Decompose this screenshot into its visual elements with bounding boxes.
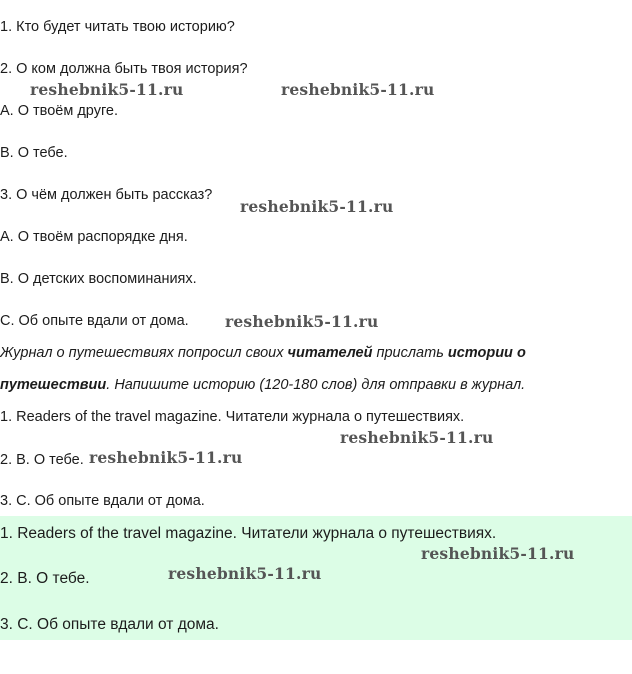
watermark: reshebnik5-11.ru bbox=[225, 312, 379, 331]
highlighted-answer-2: 2. B. О тебе. bbox=[0, 570, 90, 587]
question-2-option-a: A. О твоём друге. bbox=[0, 103, 119, 119]
answer-3: 3. C. Об опыте вдали от дома. bbox=[0, 493, 205, 509]
task-bold-stories: истории о bbox=[447, 345, 526, 361]
watermark: reshebnik5-11.ru bbox=[281, 80, 435, 99]
highlighted-answer-3: 3. C. Об опыте вдали от дома. bbox=[0, 616, 219, 633]
task-bold-readers: читателей bbox=[287, 345, 373, 361]
task-bold-travel: путешествии bbox=[0, 377, 107, 393]
answer-1: 1. Readers of the travel magazine. Читатели журнала о путешествиях. bbox=[0, 409, 465, 425]
question-3-option-c: C. Об опыте вдали от дома. bbox=[0, 313, 189, 329]
watermark: reshebnik5-11.ru bbox=[30, 80, 184, 99]
highlighted-answer-1: 1. Readers of the travel magazine. Читатели журнала о путешествиях. bbox=[0, 525, 497, 542]
task-text: Журнал о путешествиях попросил своих bbox=[0, 345, 288, 361]
task-text-line-2 bbox=[0, 376, 525, 394]
question-3-option-b: B. О детских воспоминаниях. bbox=[0, 271, 197, 287]
watermark: reshebnik5-11.ru bbox=[421, 544, 575, 563]
question-1: 1. Кто будет читать твою историю? bbox=[0, 19, 235, 35]
watermark: reshebnik5-11.ru bbox=[340, 428, 494, 447]
task-text-line-1 bbox=[0, 344, 526, 362]
question-2: 2. О ком должна быть твоя история? bbox=[0, 61, 248, 77]
answer-2: 2. B. О тебе. bbox=[0, 452, 84, 468]
watermark: reshebnik5-11.ru bbox=[89, 448, 243, 467]
highlighted-answer-block bbox=[0, 516, 632, 640]
question-2-option-b: B. О тебе. bbox=[0, 145, 68, 161]
question-3-option-a: A. О твоём распорядке дня. bbox=[0, 229, 188, 245]
task-text: . Напишите историю (120-180 слов) для отправки в журнал. bbox=[106, 377, 526, 393]
question-3: 3. О чём должен быть рассказ? bbox=[0, 187, 213, 203]
watermark: reshebnik5-11.ru bbox=[168, 564, 322, 583]
watermark: reshebnik5-11.ru bbox=[240, 197, 394, 216]
task-text: прислать bbox=[372, 345, 448, 361]
